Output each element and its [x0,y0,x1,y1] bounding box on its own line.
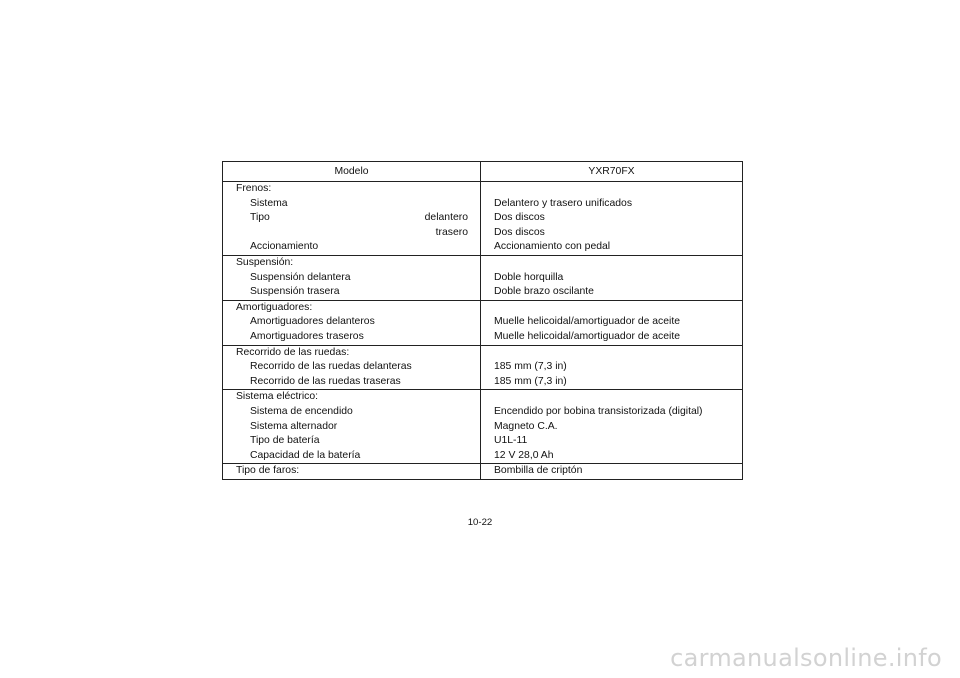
wheel-travel-title-spacer [481,346,742,361]
shocks-front-value: Muelle helicoidal/amortiguador de aceite [494,316,680,328]
wheel-travel-front-value: 185 mm (7,3 in) [494,361,567,373]
suspension-front-value: Doble horquilla [494,271,564,283]
spec-table [222,161,743,480]
electrical-title: Sistema eléctrico: [236,391,318,403]
suspension-title: Suspensión: [236,256,294,268]
headlight-section [223,464,743,480]
watermark: carmanualsonline.info [670,644,942,672]
suspension-rear-value: Doble brazo oscilante [494,286,594,298]
shocks-rear-label: Amortiguadores traseros [250,330,364,342]
battery-capacity-label: Capacidad de la batería [250,449,361,461]
brakes-actuation-label: Accionamiento [250,241,319,253]
brakes-system-value: Delantero y trasero unificados [494,197,633,209]
shocks-rear-value: Muelle helicoidal/amortiguador de aceite [494,330,680,342]
brakes-title: Frenos: [236,183,272,194]
brakes-rear-value: Dos discos [494,226,545,238]
wheel-travel-front-label: Recorrido de las ruedas delanteras [250,361,412,373]
suspension-rear-label: Suspensión trasera [250,286,340,298]
electrical-section [223,390,743,464]
brakes-type-label: Tipo [250,212,270,224]
suspension-section [223,255,743,300]
ignition-label: Sistema de encendido [250,405,353,417]
model-header-label: Modelo [223,162,481,182]
brakes-type-front-row [223,211,480,226]
brakes-system-label: Sistema [250,197,288,209]
electrical-title-spacer [481,390,742,405]
wheel-travel-rear-value: 185 mm (7,3 in) [494,375,567,387]
alternator-value: Magneto C.A. [494,420,558,432]
alternator-label: Sistema alternador [250,420,338,432]
page-number: 10-22 [467,517,493,528]
battery-type-value: U1L-11 [494,435,528,447]
battery-type-label: Tipo de batería [250,435,320,447]
brakes-front-value: Dos discos [494,212,545,224]
battery-capacity-value: 12 V 28,0 Ah [494,449,554,461]
headlight-value: Bombilla de criptón [494,465,583,477]
wheel-travel-rear-label: Recorrido de las ruedas traseras [250,375,401,387]
suspension-front-label: Suspensión delantera [250,271,351,283]
model-header-value: YXR70FX [481,162,743,182]
headlight-title: Tipo de faros: [236,465,300,477]
suspension-title-spacer [481,256,742,271]
brakes-section [223,182,743,256]
table-header-row [223,162,743,182]
shocks-title-spacer [481,301,742,316]
shocks-section [223,300,743,345]
brakes-title-spacer [481,182,742,197]
brakes-rear-row [223,226,480,241]
shocks-title: Amortiguadores: [236,301,313,313]
brakes-actuation-value: Accionamiento con pedal [494,241,611,253]
wheel-travel-section [223,345,743,390]
shocks-front-label: Amortiguadores delanteros [250,316,375,328]
brakes-front-qualifier: delantero [424,212,468,224]
ignition-value: Encendido por bobina transistorizada (digital) [494,405,703,417]
wheel-travel-title: Recorrido de las ruedas: [236,346,350,358]
brakes-rear-qualifier: trasero [435,226,468,238]
